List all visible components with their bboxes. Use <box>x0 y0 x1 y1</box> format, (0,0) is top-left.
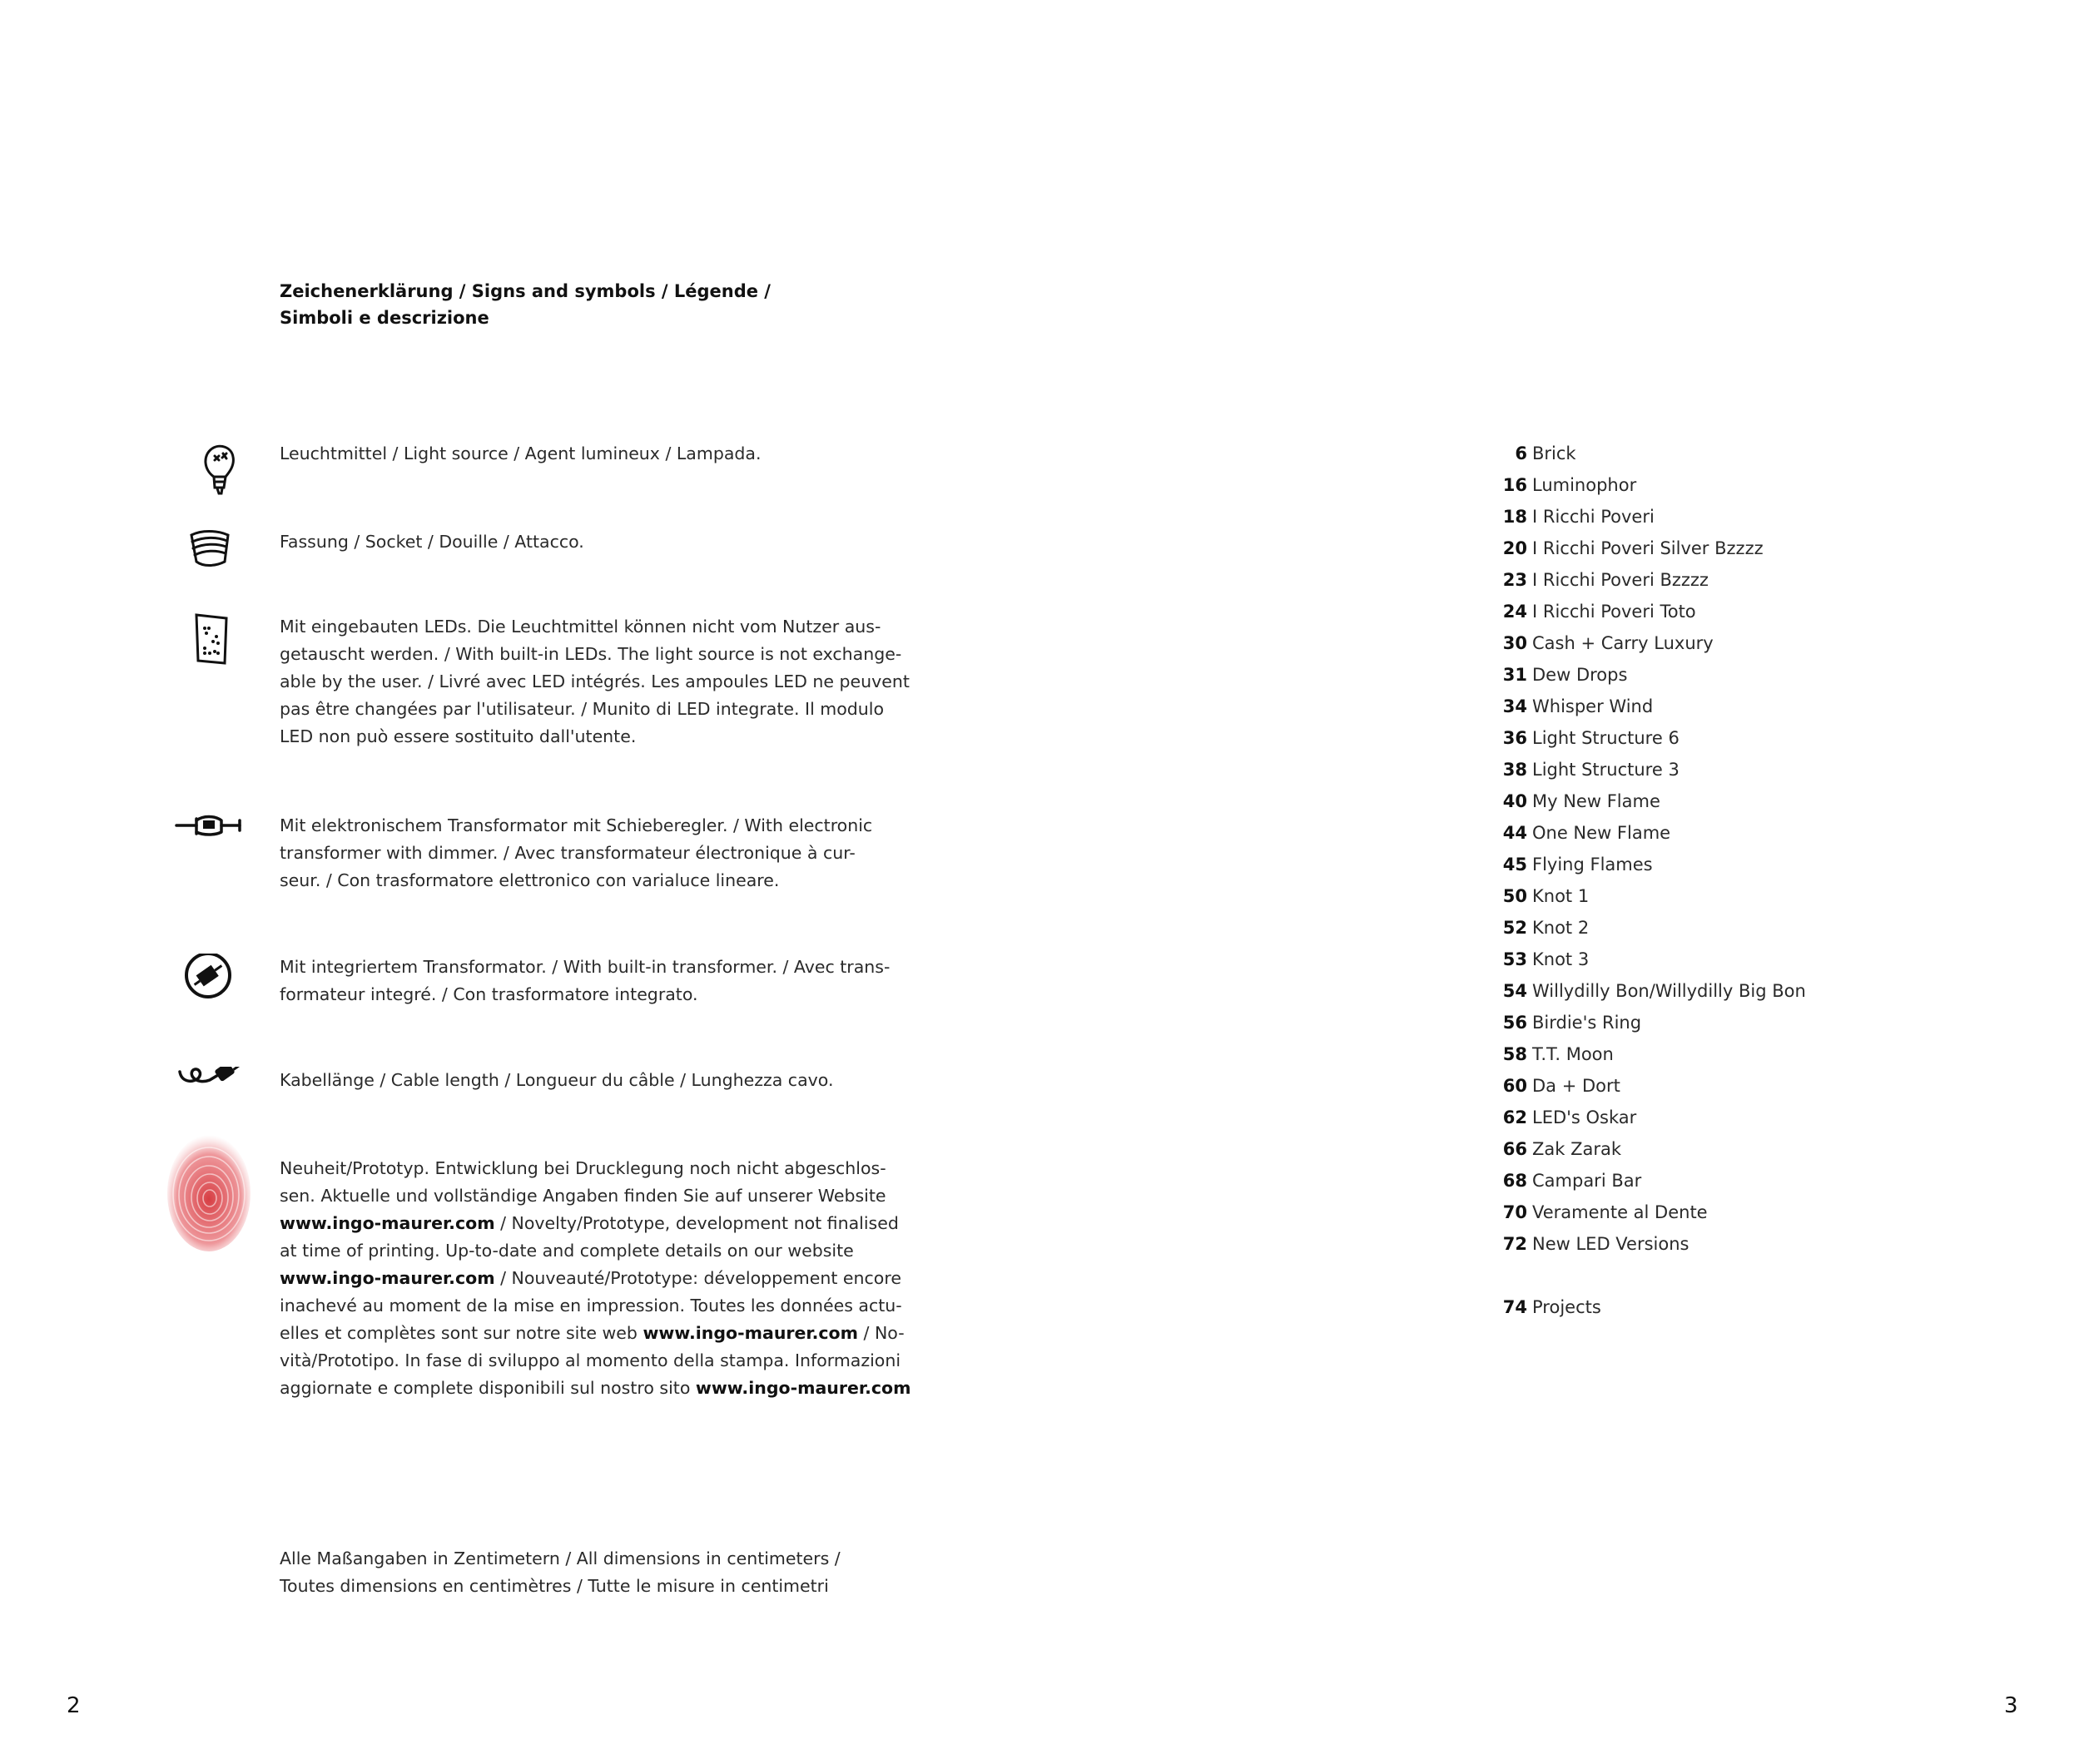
toc-item[interactable] <box>1481 627 1714 659</box>
toc-page-number: 50 <box>1502 886 1527 906</box>
page-number-left: 2 <box>67 1693 81 1718</box>
toc-title: Light Structure 6 <box>1532 728 1680 748</box>
toc-item[interactable] <box>1481 817 1670 849</box>
toc-page-number: 6 <box>1515 443 1527 463</box>
toc-page-number: 23 <box>1502 570 1527 590</box>
toc-item[interactable] <box>1481 564 1709 596</box>
toc-title: I Ricchi Poveri Bzzzz <box>1532 570 1709 590</box>
toc-item[interactable] <box>1481 722 1680 754</box>
cable-plug-icon <box>166 1067 250 1133</box>
led-line-5: LED non può essere sostituito dall'utente. <box>280 726 637 746</box>
toc-page-number: 31 <box>1502 665 1527 685</box>
socket-line-1: Fassung / Socket / Douille / Attacco. <box>280 532 584 552</box>
led-line-4: pas être changées par l'utilisateur. / Munito di LED integrate. Il modulo <box>280 699 885 719</box>
website-link[interactable]: www.ingo-maurer.com <box>643 1323 859 1343</box>
toc-page-number: 54 <box>1502 981 1527 1001</box>
toc-item[interactable] <box>1481 1133 1621 1165</box>
novelty-line-3-text: / Novelty/Prototype, development not finalised <box>494 1213 899 1233</box>
led-line-1: Mit eingebauten LEDs. Die Leuchtmittel können nicht vom Nutzer aus- <box>280 617 881 637</box>
toc-page-number: 38 <box>1502 760 1527 780</box>
led-line-3: able by the user. / Livré avec LED intégrés. Les ampoules LED ne peuvent <box>280 671 910 691</box>
dimensions-note-line-1: Alle Maßangaben in Zentimetern / All dimensions in centimeters / <box>280 1548 841 1568</box>
toc-item[interactable] <box>1481 1197 1708 1228</box>
toc-title: LED's Oskar <box>1532 1107 1637 1127</box>
novelty-line-5-text: / Nouveauté/Prototype: développement encore <box>494 1268 901 1288</box>
toc-title: New LED Versions <box>1532 1234 1689 1254</box>
novelty-text <box>280 1155 911 1402</box>
novelty-line-7 <box>280 1320 905 1347</box>
toc-title: Brick <box>1532 443 1576 463</box>
toc-item[interactable] <box>1481 533 1764 564</box>
legend-heading-line-2: Simboli e descrizione <box>280 308 489 328</box>
cable-text <box>280 1067 846 1094</box>
toc-title: Knot 3 <box>1532 949 1590 969</box>
toc-page-number: 45 <box>1502 855 1527 875</box>
toc-item[interactable] <box>1481 659 1627 691</box>
toc-title: I Ricchi Poveri Silver Bzzzz <box>1532 538 1764 558</box>
novelty-line-4: at time of printing. Up-to-date and complete details on our website <box>280 1241 854 1261</box>
toc-title: Whisper Wind <box>1532 696 1654 716</box>
toc-page-number: 18 <box>1502 507 1527 527</box>
novelty-line-8: vità/Prototipo. In fase di sviluppo al momento della stampa. Informazioni <box>280 1350 901 1370</box>
socket-text <box>280 528 846 556</box>
novelty-line-5 <box>280 1265 901 1292</box>
toc-item[interactable] <box>1481 1070 1620 1102</box>
led-module-icon <box>166 613 250 680</box>
toc-title: Projects <box>1532 1297 1601 1317</box>
toc-page-number: 44 <box>1502 823 1527 843</box>
website-link[interactable]: www.ingo-maurer.com <box>280 1268 495 1288</box>
toc-title: Birdie's Ring <box>1532 1013 1642 1033</box>
transformer-text <box>280 954 891 1008</box>
novelty-line-6: inachevé au moment de la mise en impression. Toutes les données actu- <box>280 1296 902 1316</box>
toc-item[interactable] <box>1481 1007 1641 1038</box>
light-bulb-icon <box>166 440 250 507</box>
toc-title: I Ricchi Poveri Toto <box>1532 602 1696 622</box>
novelty-line-9 <box>280 1375 911 1402</box>
toc-title: Flying Flames <box>1532 855 1653 875</box>
legend-heading-line-1: Zeichenerklärung / Signs and symbols / Légende / <box>280 281 771 301</box>
toc-title: Knot 1 <box>1532 886 1590 906</box>
toc-title: Veramente al Dente <box>1532 1202 1708 1222</box>
toc-page-number: 52 <box>1502 918 1527 938</box>
toc-item[interactable] <box>1481 691 1653 722</box>
toc-page-number: 24 <box>1502 602 1527 622</box>
toc-item[interactable] <box>1481 785 1660 817</box>
transformer-line-1: Mit integriertem Transformator. / With built-in transformer. / Avec trans- <box>280 957 891 977</box>
cable-line-1: Kabellänge / Cable length / Longueur du câble / Lunghezza cavo. <box>280 1070 834 1090</box>
right-page <box>1040 0 2079 1764</box>
novelty-line-9-text: aggiornate e complete disponibili sul nostro sito <box>280 1378 696 1398</box>
page-number-right: 3 <box>2004 1693 2018 1718</box>
toc-page-number: 20 <box>1502 538 1527 558</box>
dimensions-note-line-2: Toutes dimensions en centimètres / Tutte le misure in centimetri <box>280 1576 829 1596</box>
toc-page-number: 30 <box>1502 633 1527 653</box>
toc-item[interactable] <box>1481 1165 1641 1197</box>
toc-item[interactable] <box>1481 596 1696 627</box>
toc-item[interactable] <box>1481 469 1636 501</box>
toc-title: Luminophor <box>1532 475 1637 495</box>
toc-page-number: 34 <box>1502 696 1527 716</box>
fingerprint-icon <box>163 1133 255 1258</box>
toc-page-number: 16 <box>1502 475 1527 495</box>
dimmer-line-2: transformer with dimmer. / Avec transformateur électronique à cur- <box>280 843 856 863</box>
toc-item[interactable] <box>1481 944 1589 975</box>
toc-page-number: 68 <box>1502 1171 1527 1191</box>
toc-item[interactable] <box>1481 501 1655 533</box>
toc-title: Campari Bar <box>1532 1171 1642 1191</box>
toc-page-number: 53 <box>1502 949 1527 969</box>
toc-item[interactable] <box>1481 912 1589 944</box>
website-link[interactable]: www.ingo-maurer.com <box>280 1213 495 1233</box>
toc-title: Cash + Carry Luxury <box>1532 633 1714 653</box>
legend-heading <box>280 278 862 331</box>
toc-title: Dew Drops <box>1532 665 1628 685</box>
toc-page-number: 60 <box>1502 1076 1527 1096</box>
toc-page-number: 72 <box>1502 1234 1527 1254</box>
dimmer-line-1: Mit elektronischem Transformator mit Schieberegler. / With electronic <box>280 815 873 835</box>
novelty-line-3 <box>280 1210 899 1237</box>
dimmer-transformer-icon <box>166 812 250 879</box>
toc-page-number: 40 <box>1502 791 1527 811</box>
novelty-line-2: sen. Aktuelle und vollständige Angaben finden Sie auf unserer Website <box>280 1186 886 1206</box>
toc-page-number: 58 <box>1502 1044 1527 1064</box>
toc-item[interactable] <box>1481 1038 1614 1070</box>
dimensions-note <box>280 1545 912 1600</box>
socket-icon <box>166 528 250 595</box>
toc-title: Knot 2 <box>1532 918 1590 938</box>
toc-page-number: 70 <box>1502 1202 1527 1222</box>
toc-title: Willydilly Bon/Willydilly Big Bon <box>1532 981 1806 1001</box>
toc-title: T.T. Moon <box>1532 1044 1614 1064</box>
toc-title: One New Flame <box>1532 823 1671 843</box>
toc-page-number: 74 <box>1502 1297 1527 1317</box>
toc-title: Da + Dort <box>1532 1076 1620 1096</box>
light-source-text <box>280 440 846 468</box>
toc-page-number: 66 <box>1502 1139 1527 1159</box>
toc-item[interactable] <box>1481 849 1653 880</box>
toc-title: My New Flame <box>1532 791 1660 811</box>
toc-item[interactable] <box>1481 880 1589 912</box>
toc-item[interactable] <box>1481 1291 1601 1323</box>
toc-item[interactable] <box>1481 975 1806 1007</box>
toc-item[interactable] <box>1481 754 1680 785</box>
toc-title: Zak Zarak <box>1532 1139 1622 1159</box>
dimmer-line-3: seur. / Con trasformatore elettronico con varialuce lineare. <box>280 870 780 890</box>
toc-title: I Ricchi Poveri <box>1532 507 1655 527</box>
novelty-line-7-text: elles et complètes sont sur notre site web <box>280 1323 643 1343</box>
toc-item[interactable] <box>1481 1102 1636 1133</box>
website-link[interactable]: www.ingo-maurer.com <box>695 1378 911 1398</box>
toc-page-number: 36 <box>1502 728 1527 748</box>
built-in-transformer-icon <box>166 954 250 1020</box>
toc-item[interactable] <box>1481 1228 1689 1260</box>
toc-page-number: 62 <box>1502 1107 1527 1127</box>
dimmer-text <box>280 812 873 894</box>
novelty-line-7-end: / No- <box>858 1323 905 1343</box>
toc-title: Light Structure 3 <box>1532 760 1680 780</box>
led-line-2: getauscht werden. / With built-in LEDs. The light source is not exchange- <box>280 644 902 664</box>
novelty-line-1: Neuheit/Prototyp. Entwicklung bei Drucklegung noch nicht abgeschlos- <box>280 1158 886 1178</box>
toc-item[interactable] <box>1481 438 1576 469</box>
toc-page-number: 56 <box>1502 1013 1527 1033</box>
transformer-line-2: formateur integré. / Con trasformatore integrato. <box>280 984 698 1004</box>
light-source-line-1: Leuchtmittel / Light source / Agent lumineux / Lampada. <box>280 443 762 463</box>
led-text <box>280 613 910 751</box>
